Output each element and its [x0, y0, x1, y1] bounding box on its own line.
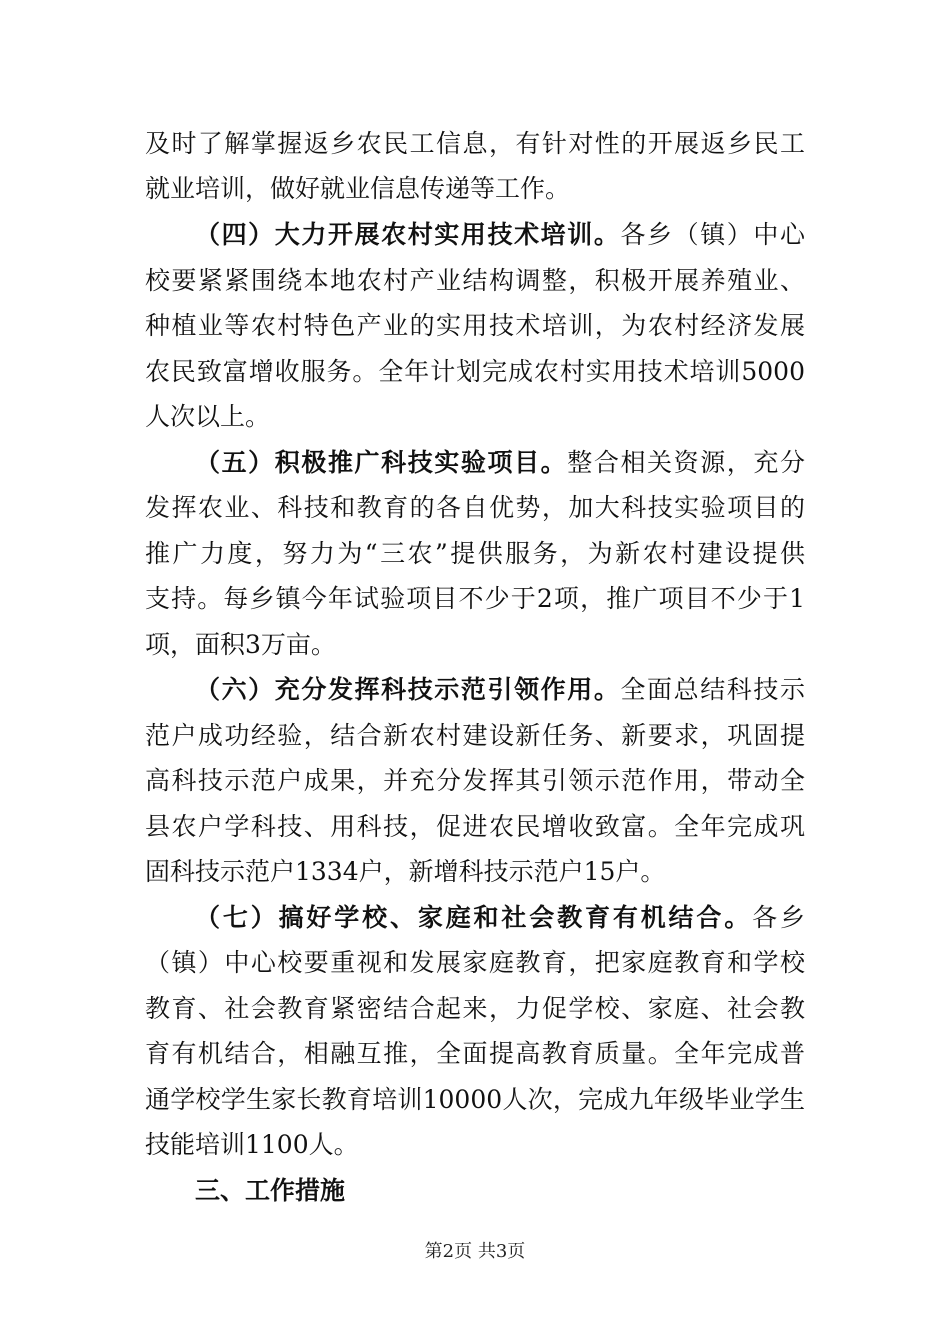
line-text: 技能培训1100人。	[145, 1130, 359, 1159]
line-text: 县农户学科技、用科技，促进农民增收致富。全年完成巩	[145, 812, 805, 841]
body-line-16	[145, 810, 805, 844]
line-text: 农民致富增收服务。全年计划完成农村实用技术培训5000	[145, 357, 805, 386]
line-text: 就业培训，做好就业信息传递等工作。	[145, 174, 571, 203]
section-heading: （四）大力开展农村实用技术培训。	[195, 220, 621, 249]
line-text: 教育、社会教育紧密结合起来，力促学校、家庭、社会教	[145, 994, 805, 1023]
section-heading: 三、工作措施	[195, 1176, 346, 1205]
line-text: 校要紧紧围绕本地农村产业结构调整，积极开展养殖业、	[145, 266, 805, 295]
line-text: 支持。每乡镇今年试验项目不少于2项，推广项目不少于1	[145, 584, 805, 613]
line-text: 种植业等农村特色产业的实用技术培训，为农村经济发展	[145, 311, 805, 340]
line-text: 项，面积3万亩。	[145, 630, 336, 659]
body-line-19	[145, 946, 805, 980]
body-line-15	[145, 764, 805, 798]
line-text: 固科技示范户1334户，新增科技示范户15户。	[145, 857, 666, 886]
section-three-heading-line	[195, 1174, 805, 1208]
section-heading: （五）积极推广科技实验项目。	[195, 448, 568, 477]
body-line-4	[145, 264, 805, 298]
body-line-12	[145, 628, 805, 662]
line-text: （镇）中心校要重视和发展家庭教育，把家庭教育和学校	[145, 948, 805, 977]
body-line-17	[145, 855, 805, 889]
body-line-14	[145, 719, 805, 753]
body-line-23	[145, 1128, 805, 1162]
line-text: 整合相关资源，充分	[567, 448, 805, 477]
body-line-5	[145, 309, 805, 343]
body-line-20	[145, 992, 805, 1026]
body-line-21	[145, 1037, 805, 1071]
body-line-11	[145, 582, 805, 616]
section-heading: （六）充分发挥科技示范引领作用。	[195, 675, 621, 704]
line-text: 育有机结合，相融互推，全面提高教育质量。全年完成普	[145, 1039, 805, 1068]
section-five-heading-line	[195, 446, 805, 480]
line-text: 通学校学生家长教育培训10000人次，完成九年级毕业学生	[145, 1085, 805, 1114]
line-text: 人次以上。	[145, 402, 271, 431]
line-text: 各乡	[752, 903, 805, 932]
page-number-footer: 第2页 共3页	[424, 1241, 526, 1262]
line-text: 高科技示范户成果，并充分发挥其引领示范作用，带动全	[145, 766, 805, 795]
body-line-7	[145, 400, 805, 434]
line-text: 范户成功经验，结合新农村建设新任务、新要求，巩固提	[145, 721, 805, 750]
section-heading: （七）搞好学校、家庭和社会教育有机结合。	[195, 903, 753, 932]
section-four-heading-line	[195, 218, 805, 252]
line-text: 各乡（镇）中心	[620, 220, 805, 249]
section-seven-heading-line	[195, 901, 805, 935]
line-text: 发挥农业、科技和教育的各自优势，加大科技实验项目的	[145, 493, 805, 522]
body-line-1	[145, 127, 805, 161]
body-line-10	[145, 537, 805, 571]
body-line-9	[145, 491, 805, 525]
body-line-6	[145, 355, 805, 389]
line-text: 及时了解掌握返乡农民工信息，有针对性的开展返乡民工	[145, 129, 805, 158]
line-text: 推广力度，努力为“三农”提供服务，为新农村建设提供	[145, 539, 805, 568]
section-six-heading-line	[195, 673, 805, 707]
line-text: 全面总结科技示	[620, 675, 805, 704]
body-line-22	[145, 1083, 805, 1117]
body-line-2	[145, 172, 805, 206]
